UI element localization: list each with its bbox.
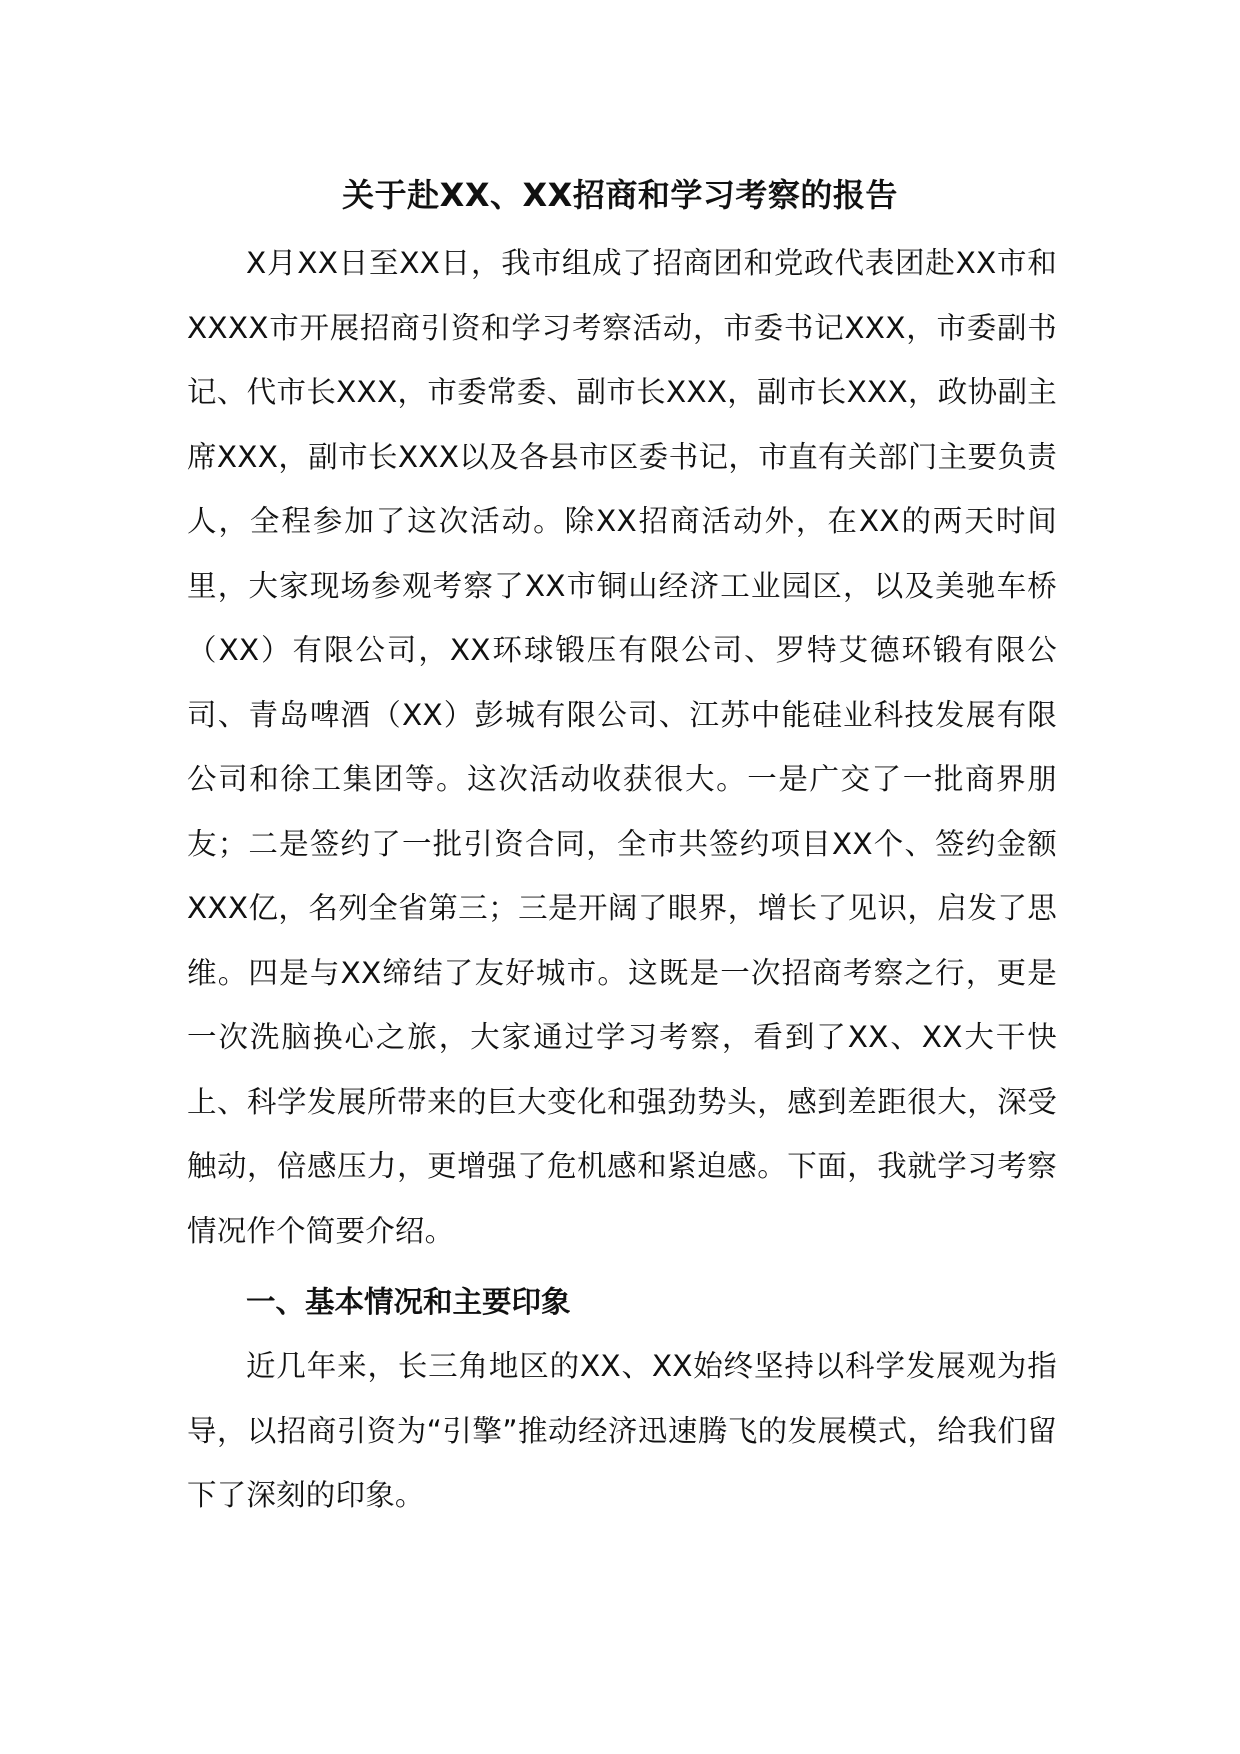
intro-paragraph: X月XX日至XX日，我市组成了招商团和党政代表团赴XX市和XXXX市开展招商引资和学习考察活动，市委书记XXX，市委副书记、代市长XXX，市委常委、副市长XXX，副市长XXX，政协副主席XXX，副市长XXX以及各县市区委书记，市直有关部门主要负责人，全程参加了这次活动。除XX招商活动外，在XX的两天时间里，大家现场参观考察了XX市铜山经济工业园区，以及美驰车桥（XX）有限公司，XX环球锻压有限公司、罗特艾德环锻有限公司、青岛啤酒（XX）彭城有限公司、江苏中能硅业科技发展有限公司和徐工集团等。这次活动收获很大。一是广交了一批商界朋友；二是签约了一批引资合同，全市共签约项目XX个、签约金额XXX亿，名列全省第三；三是开阔了眼界，增长了见识，启发了思维。四是与XX缔结了友好城市。这既是一次招商考察之行，更是一次洗脑换心之旅，大家通过学习考察，看到了XX、XX大干快上、科学发展所带来的巨大变化和强劲势头，感到差距很大，深受触动，倍感压力，更增强了危机感和紧迫感。下面，我就学习考察情况作个简要介绍。: [187, 246, 1058, 1248]
section-paragraph: 近几年来，长三角地区的XX、XX始终坚持以科学发展观为指导，以招商引资为“引擎”推动经济迅速腾飞的发展模式，给我们留下了深刻的印象。: [187, 1349, 1057, 1512]
section-heading: 一、基本情况和主要印象: [246, 1285, 571, 1319]
document-title: 关于赴XX、XX招商和学习考察的报告: [342, 176, 898, 214]
